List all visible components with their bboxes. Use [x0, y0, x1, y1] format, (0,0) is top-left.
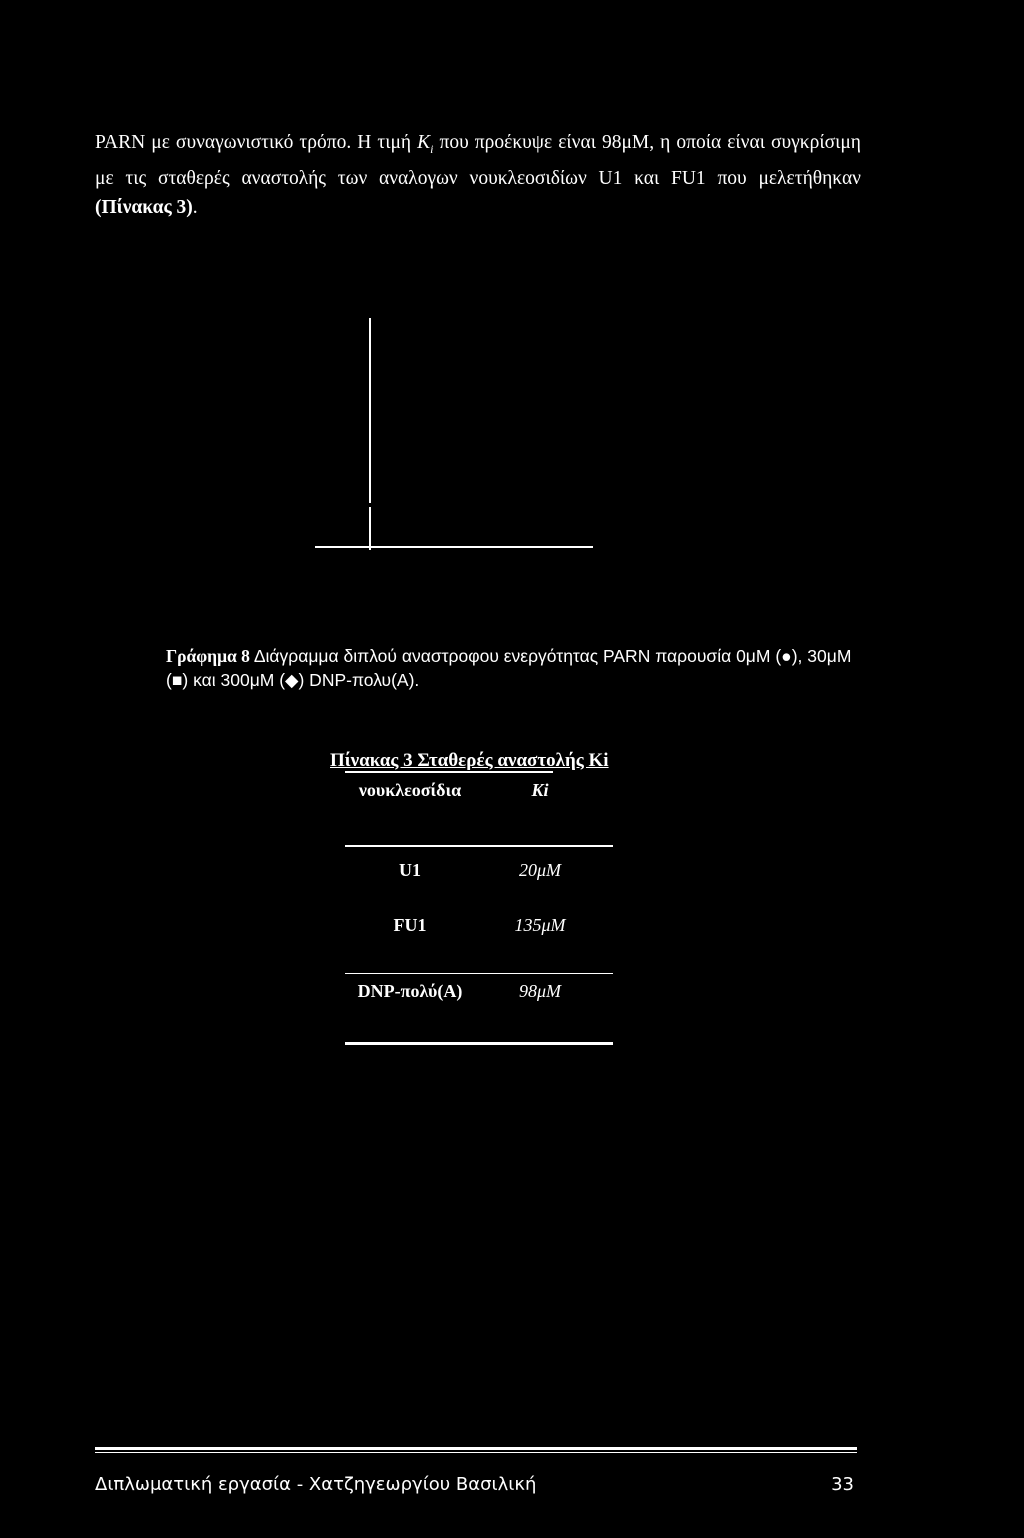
figure-caption-text: Διάγραμμα διπλού αναστροφου ενεργότητας PARN παρουσία 0μΜ (●), 30μΜ (■) και 300μΜ (◆) DNP-πολυ(Α).	[166, 646, 852, 690]
table-title: Πίνακας 3 Σταθερές αναστολής Ki	[330, 750, 609, 771]
ki-symbol: $K_i$	[417, 132, 434, 156]
cell-nucleoside: DNP-πολύ(Α)	[357, 981, 463, 1001]
cell-ki: 135μΜ	[514, 915, 566, 935]
table-row-rule	[345, 973, 613, 974]
footer-rule-thin	[95, 1452, 857, 1453]
header-ki: Ki	[531, 780, 549, 800]
figure-caption	[166, 644, 866, 692]
cell-ki: 20μΜ	[518, 860, 562, 880]
y-axis	[369, 318, 371, 550]
table-row	[345, 915, 613, 941]
body-ending: .	[192, 196, 198, 218]
y-axis-break	[369, 503, 371, 507]
table-top-rule	[345, 771, 553, 773]
table-bottom-rule	[345, 1042, 613, 1045]
table-row	[345, 860, 613, 886]
cell-ki: 98μΜ	[518, 981, 562, 1001]
footer-rule	[95, 1447, 857, 1450]
header-nucleosides: νουκλεοσίδια	[358, 780, 462, 800]
table-reference: (Πίνακας 3)	[95, 196, 193, 218]
cell-nucleoside: FU1	[393, 915, 427, 935]
lineweaver-burk-plot	[310, 318, 595, 558]
figure-caption-label: Γράφημα 8	[166, 646, 250, 666]
body-text-1: PARN με συναγωνιστικό τρόπο. Η τιμή	[95, 132, 418, 153]
footer-author: Διπλωματική εργασία - Χατζηγεωργίου Βασιλική	[95, 1474, 537, 1495]
cell-nucleoside: U1	[399, 860, 421, 880]
page-number: 33	[831, 1474, 854, 1495]
body-paragraph	[95, 128, 861, 222]
table-header-row	[345, 780, 613, 806]
table-row	[345, 981, 613, 1007]
body-text-2: που προέκυψε είναι 98μΜ, η οποία είναι συγκρίσιμη με τις σταθερές αναστολής των αναλογων νουκλεοσιδίων U1 και FU1 που μελετήθηκαν	[95, 132, 861, 189]
x-axis	[315, 546, 593, 548]
table-header-rule	[345, 845, 613, 847]
